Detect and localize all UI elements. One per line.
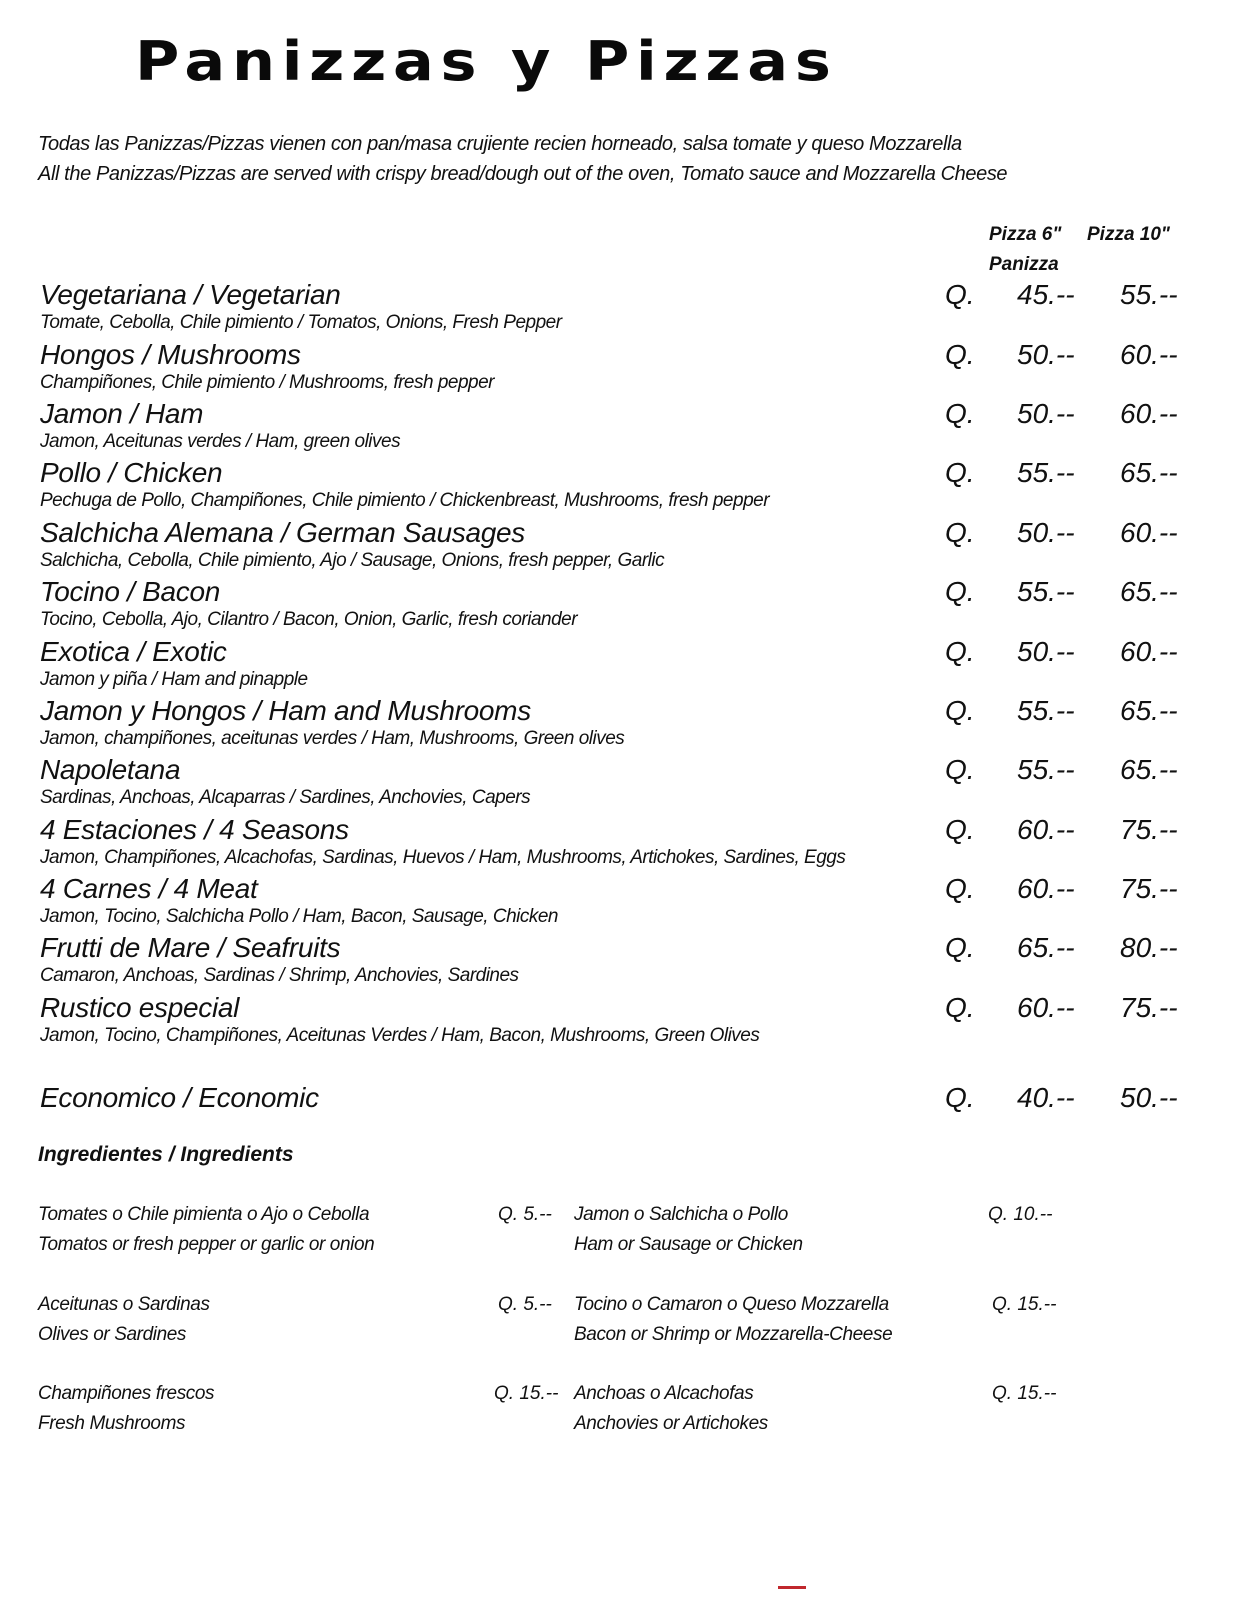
item-description: Camaron, Anchoas, Sardinas / Shrimp, Anchovies, Sardines xyxy=(40,965,519,986)
item-currency: Q. xyxy=(945,339,975,370)
item-currency: Q. xyxy=(945,932,975,963)
item-price-10: 60.-- xyxy=(1120,517,1178,548)
header-panizza: Panizza xyxy=(989,254,1059,275)
menu-item xyxy=(40,873,1200,933)
item-name: Pollo / Chicken xyxy=(40,457,223,488)
ingredient-es: Champiñones frescos xyxy=(38,1383,215,1404)
item-currency: Q. xyxy=(945,754,975,785)
ingredient-price: Q. 10.-- xyxy=(988,1204,1053,1225)
ingredient-price: Q. 15.-- xyxy=(992,1294,1057,1315)
decorative-mark xyxy=(778,1586,806,1589)
item-description: Jamon y piña / Ham and pinapple xyxy=(40,669,308,690)
ingredient-en: Fresh Mushrooms xyxy=(38,1413,186,1434)
item-name: Rustico especial xyxy=(40,992,240,1023)
item-description: Sardinas, Anchoas, Alcaparras / Sardines, Anchovies, Capers xyxy=(40,787,531,808)
item-currency: Q. xyxy=(945,398,975,429)
menu-item xyxy=(40,695,1200,755)
item-price-6: 60.-- xyxy=(1017,814,1075,845)
item-name: Jamon y Hongos / Ham and Mushrooms xyxy=(40,695,531,726)
item-price-6: 50.-- xyxy=(1017,636,1075,667)
item-currency: Q. xyxy=(945,873,975,904)
item-name: Frutti de Mare / Seafruits xyxy=(40,932,341,963)
item-description: Champiñones, Chile pimiento / Mushrooms, fresh pepper xyxy=(40,372,495,393)
item-description: Jamon, Tocino, Champiñones, Aceitunas Verdes / Ham, Bacon, Mushrooms, Green Olives xyxy=(40,1025,760,1046)
item-price-10: 65.-- xyxy=(1120,576,1178,607)
item-description: Salchicha, Cebolla, Chile pimiento, Ajo / Sausage, Onions, fresh pepper, Garlic xyxy=(40,550,665,571)
ingredient-item xyxy=(574,1200,803,1260)
item-price-10: 60.-- xyxy=(1120,339,1178,370)
ingredient-es: Jamon o Salchicha o Pollo xyxy=(574,1204,788,1225)
item-price-6: 60.-- xyxy=(1017,873,1075,904)
item-price-10: 60.-- xyxy=(1120,636,1178,667)
item-name: Napoletana xyxy=(40,754,181,785)
item-currency: Q. xyxy=(945,517,975,548)
item-price-6: 50.-- xyxy=(1017,339,1075,370)
ingredient-es: Tocino o Camaron o Queso Mozzarella xyxy=(574,1294,889,1315)
ingredient-price: Q. 15.-- xyxy=(494,1383,559,1404)
item-price-6: 50.-- xyxy=(1017,398,1075,429)
menu-item xyxy=(40,398,1200,458)
page-title: Panizzas y Pizzas xyxy=(135,30,838,93)
item-price-10: 65.-- xyxy=(1120,695,1178,726)
ingredient-price: Q. 5.-- xyxy=(498,1204,552,1225)
item-description: Tomate, Cebolla, Chile pimiento / Tomatos, Onions, Fresh Pepper xyxy=(40,312,562,333)
item-price-6: 45.-- xyxy=(1017,279,1075,310)
item-name: Tocino / Bacon xyxy=(40,576,221,607)
ingredient-item xyxy=(38,1290,210,1350)
ingredient-price: Q. 5.-- xyxy=(498,1294,552,1315)
item-price-10: 75.-- xyxy=(1120,992,1178,1023)
item-name: Exotica / Exotic xyxy=(40,636,227,667)
ingredient-item xyxy=(574,1290,892,1350)
item-currency: Q. xyxy=(945,695,975,726)
item-price-10: 55.-- xyxy=(1120,279,1178,310)
ingredient-price: Q. 15.-- xyxy=(992,1383,1057,1404)
item-description: Jamon, Tocino, Salchicha Pollo / Ham, Bacon, Sausage, Chicken xyxy=(40,906,558,927)
ingredient-en: Anchovies or Artichokes xyxy=(574,1413,768,1434)
item-price-10: 75.-- xyxy=(1120,873,1178,904)
item-price-6: 55.-- xyxy=(1017,754,1075,785)
ingredient-item xyxy=(38,1379,214,1439)
item-description: Jamon, champiñones, aceitunas verdes / Ham, Mushrooms, Green olives xyxy=(40,728,625,749)
menu-item xyxy=(40,279,1200,339)
item-name: 4 Estaciones / 4 Seasons xyxy=(40,814,349,845)
item-name: Salchicha Alemana / German Sausages xyxy=(40,517,525,548)
item-price-10: 65.-- xyxy=(1120,457,1178,488)
item-price-6: 55.-- xyxy=(1017,576,1075,607)
ingredient-en: Bacon or Shrimp or Mozzarella-Cheese xyxy=(574,1324,893,1345)
ingredient-es: Tomates o Chile pimienta o Ajo o Cebolla xyxy=(38,1204,370,1225)
item-price-10: 65.-- xyxy=(1120,754,1178,785)
item-currency: Q. xyxy=(945,636,975,667)
header-pizza-10: Pizza 10" xyxy=(1087,224,1170,245)
item-price-6: 55.-- xyxy=(1017,457,1075,488)
item-description: Jamon, Champiñones, Alcachofas, Sardinas, Huevos / Ham, Mushrooms, Artichokes, Sardines, Eggs xyxy=(40,847,846,868)
item-name: Economico / Economic xyxy=(40,1082,319,1113)
item-price-6: 55.-- xyxy=(1017,695,1075,726)
intro-english: All the Panizzas/Pizzas are served with crispy bread/dough out of the oven, Tomato sauce and Mozzarella Cheese xyxy=(38,163,1008,185)
item-currency: Q. xyxy=(945,814,975,845)
item-price-10: 75.-- xyxy=(1120,814,1178,845)
ingredient-es: Aceitunas o Sardinas xyxy=(38,1294,210,1315)
menu-item xyxy=(40,457,1200,517)
item-currency: Q. xyxy=(945,576,975,607)
item-price-6: 65.-- xyxy=(1017,932,1075,963)
ingredient-en: Olives or Sardines xyxy=(38,1324,187,1345)
item-description: Pechuga de Pollo, Champiñones, Chile pimiento / Chickenbreast, Mushrooms, fresh pepper xyxy=(40,490,770,511)
menu-item xyxy=(40,814,1200,874)
intro-spanish: Todas las Panizzas/Pizzas vienen con pan/masa crujiente recien horneado, salsa tomate y queso Mozzarella xyxy=(38,133,962,155)
item-name: Jamon / Ham xyxy=(40,398,204,429)
item-name: Hongos / Mushrooms xyxy=(40,339,301,370)
ingredient-es: Anchoas o Alcachofas xyxy=(574,1383,754,1404)
item-description: Tocino, Cebolla, Ajo, Cilantro / Bacon, Onion, Garlic, fresh coriander xyxy=(40,609,578,630)
ingredient-item xyxy=(574,1379,768,1439)
menu-item xyxy=(40,932,1200,992)
ingredients-title: Ingredientes / Ingredients xyxy=(38,1143,294,1166)
item-name: 4 Carnes / 4 Meat xyxy=(40,873,258,904)
item-price-6: 50.-- xyxy=(1017,517,1075,548)
header-pizza-6: Pizza 6" xyxy=(989,224,1062,245)
item-price-10: 50.-- xyxy=(1120,1082,1178,1113)
item-price-6: 40.-- xyxy=(1017,1082,1075,1113)
menu-item xyxy=(40,517,1200,577)
menu-item xyxy=(40,339,1200,399)
item-currency: Q. xyxy=(945,457,975,488)
ingredient-en: Ham or Sausage or Chicken xyxy=(574,1234,803,1255)
item-description: Jamon, Aceitunas verdes / Ham, green olives xyxy=(40,431,401,452)
menu-item xyxy=(40,992,1200,1052)
item-price-6: 60.-- xyxy=(1017,992,1075,1023)
ingredient-en: Tomatos or fresh pepper or garlic or onion xyxy=(38,1234,375,1255)
ingredient-item xyxy=(38,1200,374,1260)
item-currency: Q. xyxy=(945,992,975,1023)
menu-item xyxy=(40,1082,1200,1142)
item-currency: Q. xyxy=(945,279,975,310)
menu-item xyxy=(40,636,1200,696)
menu-item xyxy=(40,576,1200,636)
menu-item xyxy=(40,754,1200,814)
item-price-10: 60.-- xyxy=(1120,398,1178,429)
item-name: Vegetariana / Vegetarian xyxy=(40,279,341,310)
item-currency: Q. xyxy=(945,1082,975,1113)
item-price-10: 80.-- xyxy=(1120,932,1178,963)
